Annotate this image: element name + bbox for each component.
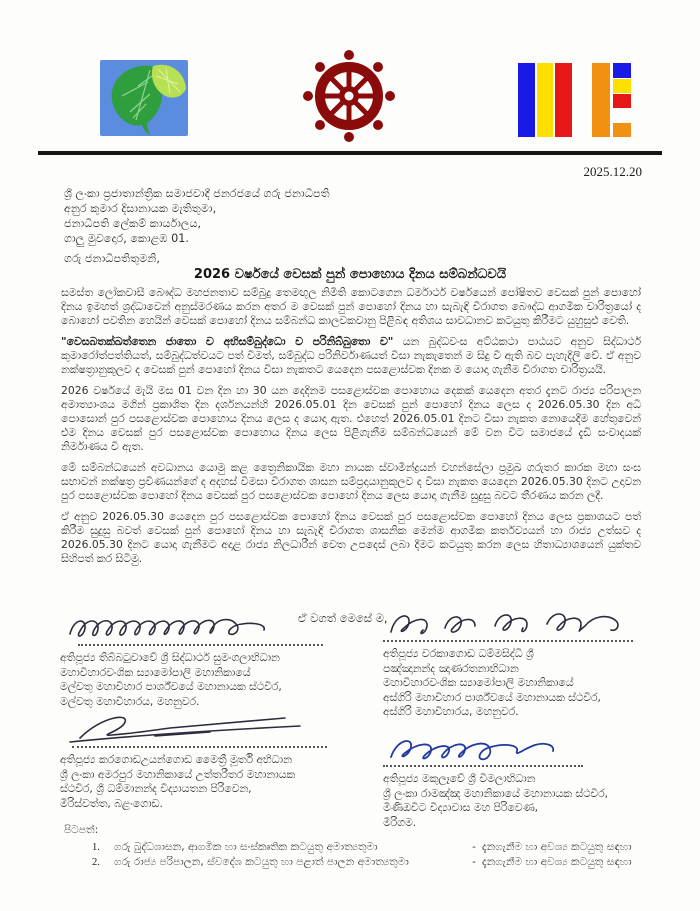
buddhist-flag-icon — [518, 63, 642, 141]
signature-ink — [383, 731, 583, 765]
signature-line — [383, 765, 583, 767]
paragraph-text: 2026 වර්ෂයේ මැයි මස 01 වන දින හා 30 යන දෙදිනම පසළොස්වක පොහොය දෙකක් යෙදෙන අතර දැනට රාජ්‍ය පරිපාලන අමාත්‍යාංශය මගින් ප්‍රකාශිත දින දර්ශනයන්හි 2026.05.01 දින වෙසක් පුන් පොහෝ දිනය ලෙස ද 2026.05.30 දින අධි පොසොන් පුර පසළොස්වක පොහොය දිනය ලෙස ද යොදා ඇත. එහෙත් 2026.05.01 දිනට විසා නැකත නොයෙදීම හේතුවෙන් එම දිනය වෙසක් පුර පසළොස්වක පොහොය දිනය ලෙස පිළිගැනීම සම්බන්ධයෙන් මේ වන විට සමාජයේ දැඩි සංවාදයක් නිර්මාණය වී ඇත. — [61, 384, 641, 453]
signatory-address: මිණිඔවිට විද්‍යාවාස මහ පිරිවෙණ, — [383, 801, 539, 814]
signature-line — [383, 640, 633, 642]
signatory-title: මහාවිහාරවංශික ස්‍යාමෝපාලි මහානිකායේ — [60, 665, 251, 679]
copy-text: ගරු බුද්ධශාසන, ආගමික හා සංස්කෘතික කටයුතු අමාත්‍යතුමා — [114, 841, 378, 853]
subject-title: 2026 වර්ෂයේ වෙසක් පුන් පොහොය දිනය සම්බන්ධවයි — [193, 267, 507, 282]
signatory-block-malwathu — [60, 612, 365, 709]
signature-ink — [383, 606, 633, 640]
signatory-address: මීරිගම. — [383, 815, 417, 829]
copy-purpose: දැනගැනීම හා අවශ්‍ය කටයුතු සඳහා — [482, 841, 632, 853]
bo-leaf-icon — [100, 60, 188, 140]
letter-date: 2025.12.20 — [583, 164, 642, 179]
signatory-name: පඤ්ඤානන්ද ඤාණරතනාභිධාන — [383, 661, 519, 675]
signatory-block-ramanna — [383, 731, 683, 830]
copy-separator: - — [472, 841, 476, 853]
paragraph-text: යන බුද්ධවංස අට්ඨකථා පාඨයට අනුව සිද්ධාර්ථ කුමාරෝත්පත්තියත්, සම්බුද්ධත්වයට පත් වීමත්, සම්බුද්ධ පරිනිර්වාණයත් විසා නැකැතෙන් ම සිදු වී ඇති බව පැහැදිලි වේ. ඒ අනුව නක්ෂත්‍රානුකූලව ද වෙසක් පුන් පොහෝ දිනය විසා නැකතට යෙදෙන පසළොස්වක දිනක ම යොදා ගැනීම චිරාගත චාරිත්‍රයයි. — [61, 335, 641, 376]
signatory-address: මිරිස්වත්ත, බළංගොඩ. — [60, 796, 163, 810]
paragraph — [61, 335, 641, 377]
signatory-name: අතිපූජ්‍ය මකුලෑවේ ශ්‍රී විමලාභිධාන — [383, 772, 536, 785]
copy-number: 2. — [92, 857, 100, 868]
copy-separator: - — [472, 856, 476, 868]
signatory-title: අස්ගිරි මහාවිහාර පාර්ශ්වයේ මහානායක ස්ථවිර, — [383, 690, 601, 704]
paragraph-text: සමස්ත ලෝකවාසී බෞද්ධ මහජනතාව සම්බුදු තෙමඟුල නිමිති කොටගෙන ධර්මාර්ථ වර්ෂයෙන් පෝෂිතව වෙසක් පුන් පොහෝ දිනය ඉමහත් ශ්‍රද්ධාවෙන් අනුස්මරණය කරන අතර ම වෙසක් පුන් පොහෝ දිනය හා සැබැඳි චිරාගත බෞද්ධ ආගමික චාරිත්‍රයෝ ද බොහෝ පවතින හෙයින් වෙසක් පොහෝ දිනය සම්බන්ධ කාලවකවානු පිළිබඳ අතිශය සාවධානව කටයුතු කිරීමට යුහුසුළු වෙති. — [61, 286, 641, 327]
copy-item — [92, 855, 632, 870]
copy-text: ගරු රාජ්‍ය පරිපාලන, ස්වදේශ කටයුතු හා පළාත් පාලන අමාත්‍යතුමා — [114, 856, 409, 868]
paragraph — [61, 510, 641, 566]
signatory-title: ශ්‍රී ලංකා රාමඤ්ඤ මහානිකායේ මහානායක ස්ථවිර, — [383, 786, 609, 800]
signatory-name: අතිපූජ්‍ය වරකාගොඩ ධම්මසිද්ධි ශ්‍රී — [383, 647, 534, 660]
copy-item — [92, 840, 632, 855]
paragraph — [61, 384, 641, 454]
signatory-name: අතිපූජ්‍ය තිබ්බටුවාවේ ශ්‍රී සිද්ධාර්ථ සුමංගලාභිධාන — [60, 651, 280, 664]
recipient-line: ගාලු මුවදොර, කොළඹ 01. — [64, 232, 189, 245]
paragraph-text: මේ සම්බන්ධයෙන් අවධානය යොමු කළ ත්‍රෛනිකායික මහා නායක ස්වාමීන්ද්‍රයන් වහන්සේලා ප්‍රමුඛ ගරුතර කාරක මහා සංඝ සභාවන් නක්ෂත්‍ර ප්‍රවීණයන්ගේ ද අදහස් විමසා චිරාගත ශාසන සම්ප්‍රදායානුකූලව ද විසා නැකත යෙදෙන 2026.05.30 දිනට උදාවන පුර පසළොස්වක පොහෝ දිනය වෙසක් පුර පසළොස්වක පොහෝ දිනය ලෙස යොදා ගැනීම සුදුසු බවට තීරණය කරන ලදී. — [61, 461, 641, 502]
closing-note: ඒ වගත් මෙසේ ම, — [298, 611, 388, 625]
signatory-block-amarapura — [60, 710, 375, 811]
letter-body — [61, 286, 641, 604]
paragraph-text: ඒ අනුව 2026.05.30 යෙදෙන පුර පසළොස්වක පොහෝ දිනය වෙසක් පුර පසළොස්වක පොහෝ දිනය ලෙස ප්‍රකාශයට පත් කිරීම සුදුසු බවත් වෙසක් පුන් පොහෝ දිනය හා සැබැඳි චිරාගත ශාසනික මෙන්ම ආගමික කර්තව්‍යයන් හා රාජ්‍ය උත්සව ද 2026.05.30 දිනට යොදා ගැනීමට අදාළ රාජ්‍ය නිලධාරීන් වෙත උපදෙස් ලබා දීමට කටයුතු කරන ලෙස හිතාධ්‍යාශයෙන් යුක්තව සිහිපත් කර සිටිමු. — [61, 510, 641, 565]
signatory-title: ස්ථවිර, ශ්‍රී ධම්මානන්ද විද්‍යායතන පිරිවෙන, — [60, 782, 252, 795]
signature-line — [78, 644, 323, 646]
signatory-title: ශ්‍රී ලංකා අමරපුර මහානිකායේ උත්තරීතර මහානායක — [60, 767, 296, 781]
signature-line — [72, 746, 327, 748]
salutation: ගරු ජනාධිපතිතුමනි, — [64, 252, 160, 265]
signatory-address: අස්ගිරි මහාවිහාරය, මහනුවර. — [383, 705, 519, 718]
header-divider — [38, 151, 662, 155]
paragraph — [61, 461, 641, 503]
paragraph — [61, 286, 641, 328]
recipient-line: අනුර කුමාර දිසානායක මැතිතුමා, — [64, 202, 217, 215]
signature-ink — [60, 710, 315, 746]
recipient-address — [64, 186, 484, 246]
signatory-address: මල්වතු මහාවිහාරය, මහනුවර. — [60, 694, 200, 708]
signatory-name: අතිපූජ්‍ය කරගොඩඋයන්ගොඩ මෛත්‍රී මූර්ති අභිධාන — [60, 753, 292, 766]
signatory-title: මහාවිහාරවංශික ස්‍යාමෝපාලි මහානිකායේ — [383, 676, 574, 689]
recipient-line: ජනාධිපති ලේකම් කාර්යාලය, — [64, 217, 202, 230]
copy-number: 1. — [92, 842, 100, 853]
copies-section — [64, 823, 632, 870]
dharma-wheel-icon — [303, 50, 395, 146]
recipient-line: ශ්‍රී ලංකා ප්‍රජාතාන්ත්‍රික සමාජවාදී ජනරජයේ ගරු ජනාධිපති — [64, 187, 330, 200]
copies-label: පිටපත්: — [64, 824, 99, 836]
signatory-block-asgiri — [383, 606, 683, 720]
paragraph-lead-quote: "වෙසබතක්ඛත්තෙන ජාතො ච අභිසම්බුද්ධො ච පරිනිබ්බුතො ච" — [61, 335, 394, 348]
copy-purpose: දැනගැනීම හා අවශ්‍ය කටයුතු සඳහා — [482, 856, 632, 868]
signature-ink — [60, 612, 290, 644]
signatory-title: මල්වතු මහාවිහාර පාර්ශ්වයේ මහානායක ස්ථවිර, — [60, 680, 282, 693]
